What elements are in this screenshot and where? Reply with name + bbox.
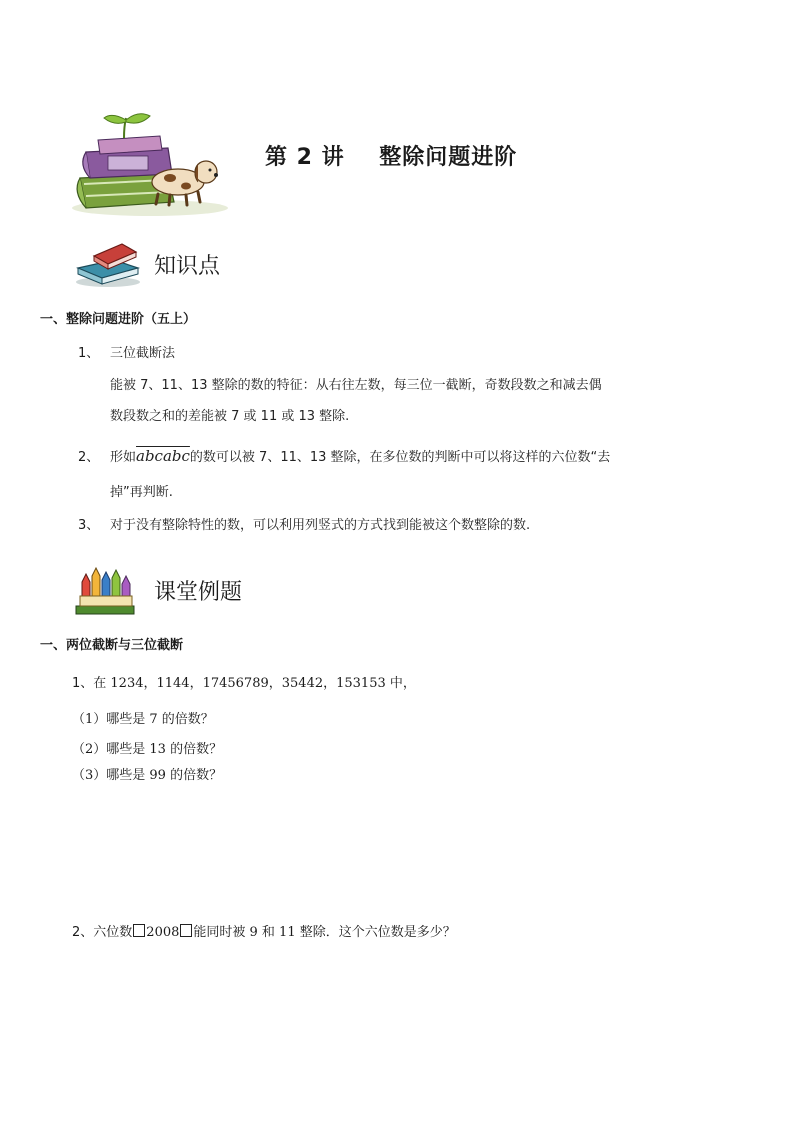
blank-box-left — [133, 924, 145, 937]
lesson-title: 第 2 讲 整除问题进阶 — [265, 145, 518, 170]
books-icon — [74, 238, 142, 288]
knowledge-item-2-prefix: 形如 — [110, 450, 137, 465]
books-dog-illustration — [58, 112, 228, 218]
example-1-text: 在 1234，1144，17456789，35442，153153 中， — [93, 676, 416, 691]
example-2 — [72, 921, 456, 940]
knowledge-item-2-number: 2、 — [78, 450, 100, 465]
blank-box-right — [180, 924, 192, 937]
knowledge-item-3-number: 3、 — [78, 518, 100, 533]
knowledge-item-1-title: 三位截断法 — [110, 346, 176, 361]
examples-section-title: 一、两位截断与三位截断 — [40, 638, 184, 653]
example-1-sub-3: （3）哪些是 99 的倍数？ — [72, 768, 223, 783]
example-1-number: 1、 — [72, 676, 94, 691]
pencils-icon — [74, 564, 136, 616]
knowledge-item-1-line1: 能被 7、11、13 整除的数的特征：从右往左数，每三位一截断，奇数段数之和减去偶 — [110, 378, 602, 393]
example-2-number: 2、 — [72, 925, 94, 940]
example-2-after: 能同时被 9 和 11 整除．这个六位数是多少？ — [193, 925, 456, 940]
knowledge-item-1-line2: 数段数之和的差能被 7 或 11 或 13 整除. — [110, 409, 350, 424]
knowledge-item-1-number: 1、 — [78, 346, 100, 361]
example-1 — [72, 672, 416, 691]
knowledge-item-2-line2: 掉”再判断. — [110, 485, 173, 500]
knowledge-item-3-line1: 对于没有整除特性的数，可以利用列竖式的方式找到能被这个数整除的数. — [110, 518, 531, 533]
example-2-digits: 2008 — [146, 925, 180, 940]
knowledge-item-2-suffix: 的数可以被 7、11、13 整除，在多位数的判断中可以将这样的六位数“去 — [189, 450, 611, 465]
example-2-before: 六位数 — [93, 925, 133, 940]
example-1-sub-1: （1）哪些是 7 的倍数？ — [72, 712, 214, 727]
knowledge-heading: 知识点 — [154, 254, 221, 279]
knowledge-section-title: 一、整除问题进阶（五上） — [40, 312, 197, 327]
example-1-sub-2: （2）哪些是 13 的倍数？ — [72, 742, 223, 757]
knowledge-item-2-line1 — [110, 446, 610, 465]
abcabc-overline-number: abcabc — [136, 447, 190, 465]
examples-heading: 课堂例题 — [154, 580, 243, 605]
